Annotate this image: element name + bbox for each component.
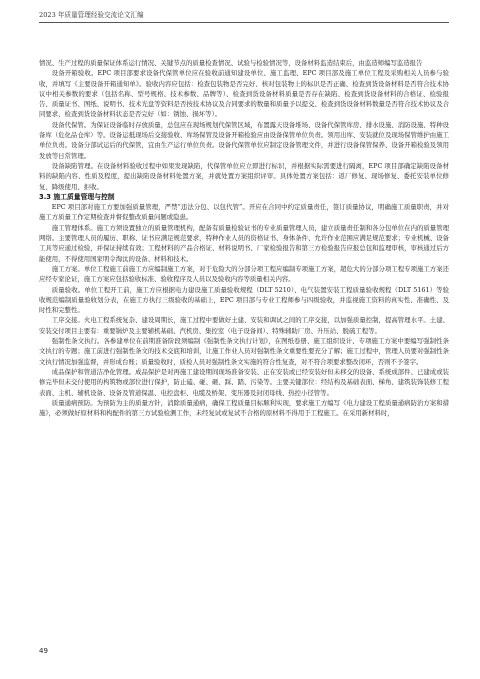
paragraph: 设备缺陷管理。在设备材料验收过程中如果发现缺陷，代保管单位应立即进行标识，并根据实际需要进行隔离，EPC 项目部确定缺陷设备材料的缺陷内容、性质及程度，提出缺陷设备材料处置方案，并就处置方案组织评审。具体处置方案包括：返厂修复、现场修复、委托安装单位修复、降级使用、拒收。 [39,161,449,191]
paragraph: 施工管理体系。施工方须设置独立的质量管理机构，配备有质量检验证书的专业质量管理人员，建立质量责任制和各分包单位在内的质量管理网络。主要管理人员的履历、职称、证书应满足规范要求，特种作业人员的资格证书、身体条件、允许作业范围应满足规范要求；专业机械、设备工具等应通过检验，并保证持续有效；工程材料的产品合格证、材料说明书、厂家检验报告和第三方检验报告应报总包和监理审核，审核通过后方能使用，不得使用国家明令淘汰的设备、材料和技术。 [39,223,449,263]
document-body [39,58,449,418]
paragraph: 施工方案。单位工程施工前施工方应编制施工方案，对于危险大的分部分项工程应编制专项施工方案，超危大的分部分项工程专项施工方案还应经专家论证，施工方案应包括验收标准、验收程序及人员以及验收内容等质量相关内容。 [39,264,449,284]
page-number: 49 [39,647,48,655]
paragraph: 强制性条文执行。各参建单位在前期准备阶段须编制《强制性条文执行计划》，在图纸卷册、施工组织设计、专项施工方案中要编写强制性条文执行的专题；施工前进行强制性条文的技术交底和培训，让施工作业人员对强制性条文重要性要充分了解；施工过程中，管理人员要对强制性条文执行情况加强监督，并形成台账；质量验收时，质检人员对强制性条文实施的符合性复查，对不符合项要求整改闭环，否则不予签字。 [39,337,449,366]
paragraph: 设备代保管。为保证设备临时存放质量，总包应在现场规划代保管区域，布置露天设备堆场、设备代保管库房、排水设施、消防设施、特种设备库（危化品仓库）等。设备运抵现场后交接验收、库场保管及设备开箱检验应由设备保管单位负责。领用出库、安装就位及现场保管维护由施工单位负责。设备分部试运后的代保管，宜由生产运行单位负责。设备代保管单位应制定设备管理文件，并进行设备保管保养、设备开箱检验及领用发放等日常管理。 [39,120,449,160]
paragraph: 设备开箱验收。EPC 项目部要求设备代保管单位应在验收前通知建设单位、施工监理、EPC 项目部及施工单位工程及采购相关人员参与验收，并填写《主要设备开箱通知单》。验收内容应包括：检查包装物是否完好、核对包装物上的标识是否正确、检查到货设备材料是否符合技术协议中相关参数的要求（包括名称、型号规格、技术参数、品牌等）、检查到货设备材料质量是否存在缺陷、检查到货设备材料的合格证、检验报告、质量证书、图纸、说明书、技术光盘等资料是否按技术协议及合同要求的数量和质量予以提交、检查到货设备材料数量是否符合技术协议及合同要求、检查到货设备材料状态是否完好（如：锈蚀、损坏等）。 [39,69,449,119]
paragraph: 成品保护和管道洁净化管理。成品保护是对再施工建设期间现场准备安装、正在安装或已经安装好但未移交的设备、系统成部件、已建成或装修完毕但未交付使用的构筑物或部位进行保护，防止磕、碰、砸、踩、踏、污染等。主要关键部位：经结构及基础表面、梯角、建筑装饰装修工程表面、主机、辅机设备、设备及管道保温、电控盘柜、电缆及桥架、变压器及封闭母线、热控小径管等。 [39,367,449,397]
running-header: 2023 年质量管理经验交流论文汇编 [39,11,449,23]
section-heading: 3.3 施工质量管理与控制 [39,192,115,201]
paragraph: 质量验收。单位工程开工前，施工方应根据电力建设施工质量验收规程（DLT 5210）、电气装置安装工程质量验收规程（DLT 5161）等验收规范编制质量验收划分表，在施工方执行三级验收的基础上，EPC 项目部与专业工程师参与四级验收，并监视施工资料的真实性、准确性、及时性和完整性。 [39,285,449,315]
paragraph: EPC 项目部对施工方要加强质量管理，严禁“违法分包、以包代管”。开应在合同中约定质量责任，签订质量协议，明确施工质量职责，并对施工方质量工作定期检查并督促整改质量问题或隐患。 [39,203,449,222]
paragraph: 情况、生产过程的质量保证体系运行情况、关键节点的质量检查情况、试验与检验情况等，设备材料监造结束后，由监造师编写监造报告 [39,59,423,67]
paragraph: 工序交接。火电工程系统复杂、建设周期长，施工过程中要做好土建、安装和调试之间的工序交接，以加强质量控制，提高管理水平。土建、安装交付项目主要有：重要锅炉及主要辅机基础、汽机房、集控室（电子设备间）、特殊辅助厂房、升压站、脱硫工程等。 [39,316,449,335]
paragraph: 质量通病预防。为预防为主的质量方针，消除质量通病，确保工程质量目标顺利实现，要求施工方编写《电力建设工程质量通病防治方案和措施》，必须做好原材料和构配件的第三方试验检测工作，未经复试或复试不合格的原材料不得用于工程施工。在采用新材料时， [39,398,449,418]
